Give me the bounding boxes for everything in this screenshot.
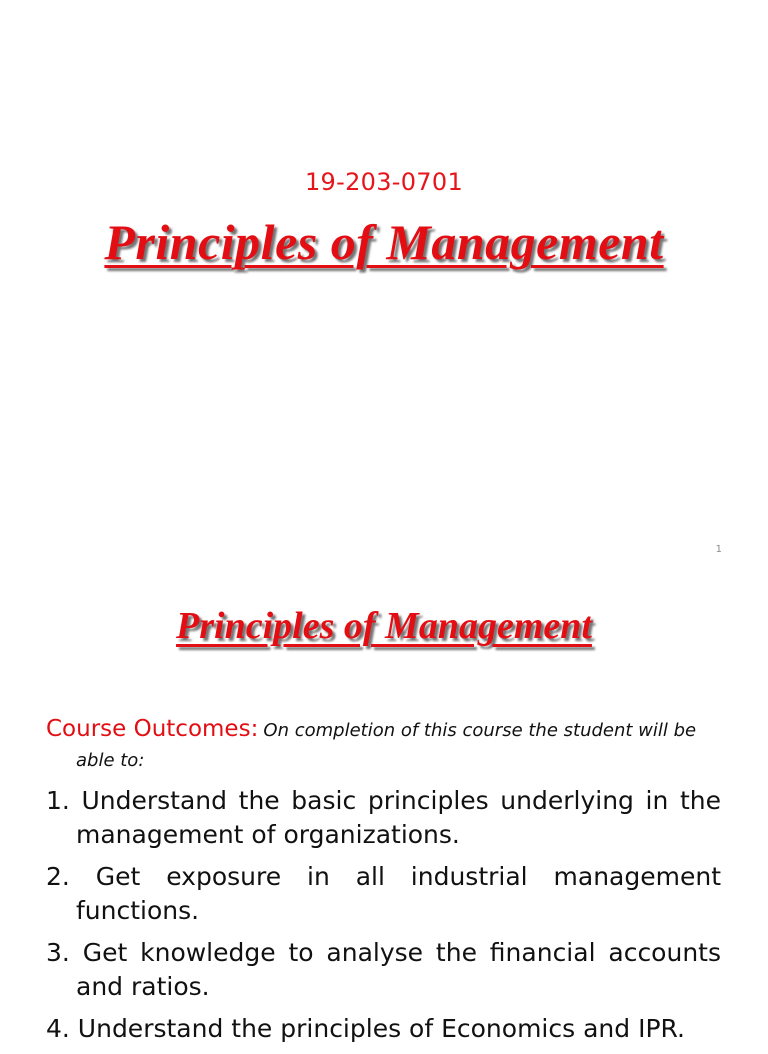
course-outcomes-text: On completion of this course the student will be able to:: [76, 720, 697, 771]
slide-2-title: Principles of Management: [176, 605, 592, 647]
course-code: 19-203-0701: [304, 168, 464, 196]
slide-1-title: Principles of Management: [104, 214, 664, 270]
course-outcomes-label: Course Outcomes:: [46, 716, 259, 742]
course-outcomes-section: [46, 714, 721, 1054]
page-number: 1: [715, 544, 722, 555]
outcome-item: 1. Understand the basic principles underlying in the management of organizations.: [46, 786, 721, 849]
slide-2: [0, 568, 768, 1043]
outcome-item: 3. Get knowledge to analyse the financial accounts and ratios.: [46, 938, 721, 1001]
course-outcomes-intro: [46, 714, 721, 776]
outcome-item: 2. Get exposure in all industrial management functions.: [46, 862, 721, 925]
outcome-item: 4. Understand the principles of Economics and IPR.: [46, 1014, 685, 1043]
